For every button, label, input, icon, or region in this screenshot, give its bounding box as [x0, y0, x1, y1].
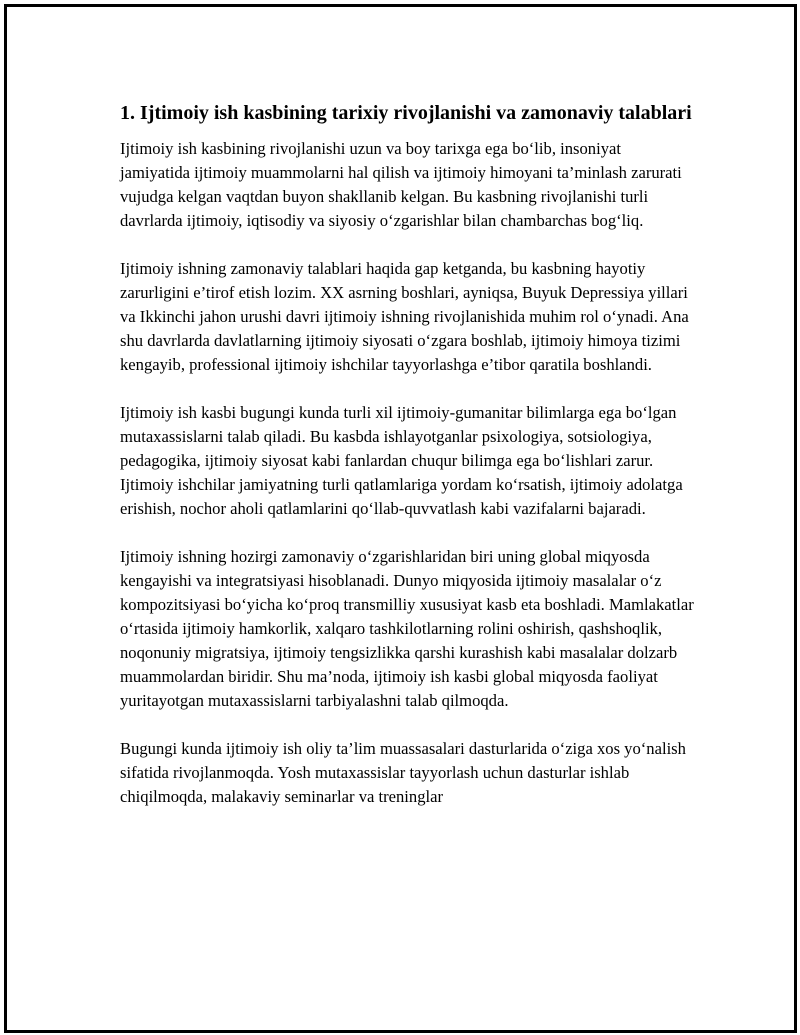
paragraph-3: Ijtimoiy ish kasbi bugungi kunda turli xil ijtimoiy-gumanitar bilimlarga ega bo‘lgan mutaxassislarni talab qiladi. Bu kasbda ishlayotganlar psixologiya, sotsiologiya, pedagogika, ijtimoiy siyosat kabi fanlardan chuqur bilimga ega bo‘lishlari zarur. Ijtimoiy ishchilar jamiyatning turli qatlamlariga yordam ko‘rsatish, ijtimoiy adolatga erishish, nochor aholi qatlamlarini qo‘llab-quvvatlash kabi vazifalarni bajaradi.	[120, 403, 683, 518]
paragraph-4: Ijtimoiy ishning hozirgi zamonaviy o‘zgarishlaridan biri uning global miqyosda kengayishi va integratsiyasi hisoblanadi. Dunyo miqyosida ijtimoiy masalalar o‘z kompozitsiyasi bo‘yicha ko‘proq transmilliy xususiyat kasb eta boshladi. Mamlakatlar o‘rtasida ijtimoiy hamkorlik, xalqaro tashkilotlarning rolini oshirish, qashshoqlik, noqonuniy migratsiya, ijtimoiy tengsizlikka qarshi kurashish kabi masalalar dolzarb muammolardan biridir. Shu ma’noda, ijtimoiy ish kasbi global miqyosda faoliyat yuritayotgan mutaxassislarni tarbiyalashni talab qilmoqda.	[120, 547, 694, 710]
section-heading: 1. Ijtimoiy ish kasbining tarixiy rivojlanishi va zamonaviy talablari	[120, 102, 692, 124]
paragraph-2: Ijtimoiy ishning zamonaviy talablari haqida gap ketganda, bu kasbning hayotiy zarurligini e’tirof etish lozim. XX asrning boshlari, ayniqsa, Buyuk Depressiya yillari va Ikkinchi jahon urushi davri ijtimoiy ishning rivojlanishida muhim rol o‘ynadi. Ana shu davrlarda davlatlarning ijtimoiy siyosati o‘zgara boshlab, ijtimoiy himoya tizimi kengayib, professional ijtimoiy ishchilar tayyorlashga e’tibor qaratila boshlandi.	[120, 259, 689, 374]
document-page	[4, 4, 797, 1033]
document-content	[120, 99, 694, 833]
paragraph-5: Bugungi kunda ijtimoiy ish oliy ta’lim muassasalari dasturlarida o‘ziga xos yo‘nalish sifatida rivojlanmoqda. Yosh mutaxassislar tayyorlash uchun dasturlar ishlab chiqilmoqda, malakaviy seminarlar va treninglar	[120, 739, 686, 806]
paragraph-1: Ijtimoiy ish kasbining rivojlanishi uzun va boy tarixga ega bo‘lib, insoniyat jamiyatida ijtimoiy muammolarni hal qilish va ijtimoiy himoyani ta’minlash zarurati vujudga kelgan vaqtdan buyon shakllanib kelgan. Bu kasbning rivojlanishi turli davrlarda ijtimoiy, iqtisodiy va siyosiy o‘zgarishlar bilan chambarchas bog‘liq.	[120, 139, 682, 230]
